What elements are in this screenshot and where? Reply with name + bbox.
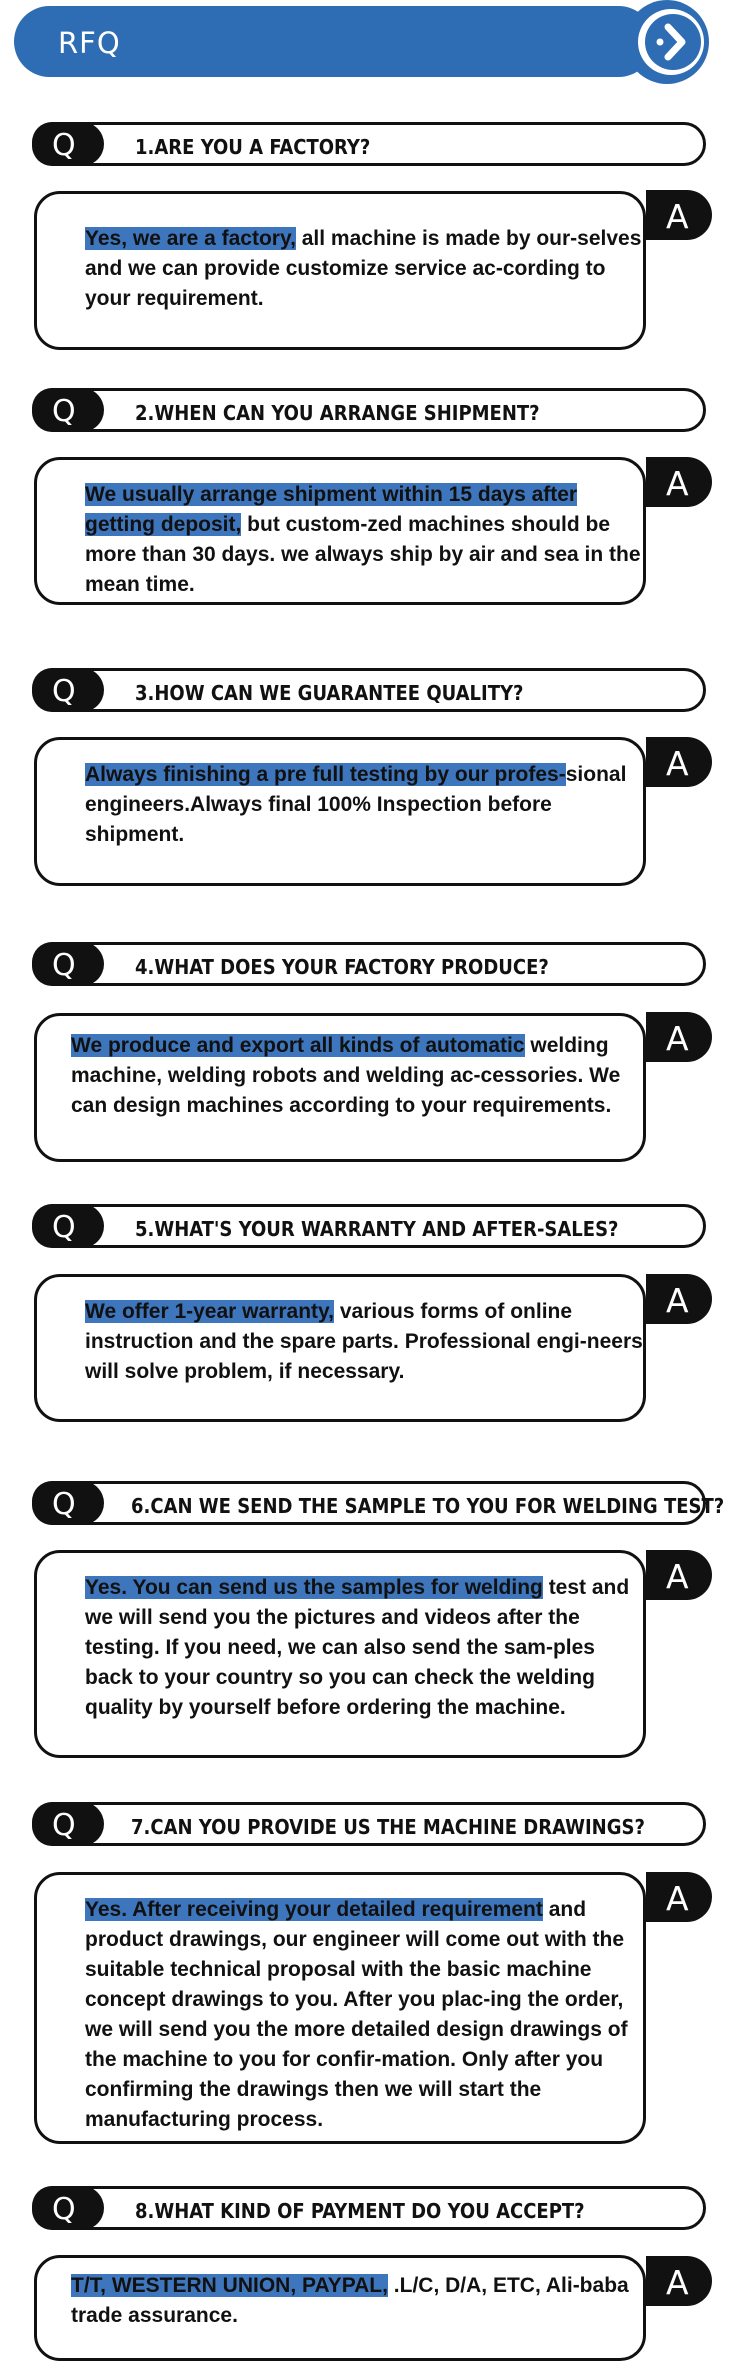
answer-rest: all machine is made by our-selves and we can provide customize service ac-cording to your requirement. [85, 227, 642, 310]
svg-text:Q: Q [52, 1487, 76, 1519]
question-3 [32, 668, 706, 712]
answer-3 [34, 737, 646, 886]
question-text: 8.WHAT KIND OF PAYMENT DO YOU ACCEPT? [135, 2199, 585, 2223]
answer-7 [34, 1872, 646, 2144]
question-1 [32, 122, 706, 166]
answer-rest: .L/C, D/A, ETC, Ali-baba trade assurance. [71, 2274, 629, 2327]
q-badge [32, 2186, 104, 2230]
svg-text:Q: Q [52, 674, 76, 706]
answer-highlight: Yes. After receiving your detailed requirement [85, 1898, 543, 1921]
a-badge [646, 1012, 712, 1062]
svg-text:Q: Q [52, 948, 76, 980]
answer-rest: and product drawings, our engineer will come out with the suitable technical proposal with the basic machine concept drawings to you. After you plac-ing the order, we will send you the more detailed design drawings of the machine to you for confir-mation. Only after you confirming the drawings then we will start the manufacturing process. [85, 1898, 628, 2131]
a-badge [646, 1274, 712, 1324]
a-icon: A [666, 744, 689, 783]
answer-highlight: Always finishing a pre full testing by our profes- [85, 763, 566, 786]
answer-text [71, 1031, 643, 1121]
question-text: 3.HOW CAN WE GUARANTEE QUALITY? [135, 681, 524, 705]
q-badge [32, 122, 104, 166]
q-icon [48, 948, 88, 980]
a-icon: A [666, 1281, 689, 1320]
chevron-right-icon[interactable] [605, 0, 710, 84]
answer-rest: sional engineers.Always final 100% Inspection before shipment. [85, 763, 627, 846]
question-text: 4.WHAT DOES YOUR FACTORY PRODUCE? [135, 955, 549, 979]
svg-text:Q: Q [52, 128, 76, 160]
q-icon [48, 1808, 88, 1840]
a-icon: A [666, 197, 689, 236]
answer-2 [34, 457, 646, 605]
question-5 [32, 1204, 706, 1248]
question-text: 7.CAN YOU PROVIDE US THE MACHINE DRAWINGS? [131, 1815, 645, 1839]
a-icon: A [666, 464, 689, 503]
question-text: 5.WHAT'S YOUR WARRANTY AND AFTER-SALES? [135, 1217, 619, 1241]
answer-rest: test and we will send you the pictures and videos after the testing. If you need, we can also send the sam-ples back to your country so you can check the welding quality by yourself before ordering the machine. [85, 1576, 630, 1719]
answer-text [85, 1297, 645, 1387]
answer-text [85, 1895, 645, 2135]
q-icon [48, 128, 88, 160]
q-badge [32, 1204, 104, 1248]
a-badge [646, 457, 712, 507]
a-icon: A [666, 1879, 689, 1918]
q-badge [32, 942, 104, 986]
q-icon [48, 1487, 88, 1519]
svg-text:Q: Q [52, 1808, 76, 1840]
q-badge [32, 1802, 104, 1846]
answer-rest: welding machine, welding robots and welding ac-cessories. We can design machines according to your requirements. [71, 1034, 621, 1117]
answer-text [85, 224, 645, 314]
answer-highlight: We offer 1-year warranty, [85, 1300, 334, 1323]
answer-6 [34, 1550, 646, 1758]
answer-rest: various forms of online instruction and the spare parts. Professional engi-neers will solve problem, if necessary. [85, 1300, 643, 1383]
q-icon [48, 1210, 88, 1242]
answer-1 [34, 191, 646, 350]
answer-highlight: We usually arrange shipment within 15 days after getting deposit, [85, 483, 578, 536]
question-text: 6.CAN WE SEND THE SAMPLE TO YOU FOR WELDING TEST? [131, 1494, 725, 1518]
question-text: 1.ARE YOU A FACTORY? [135, 135, 371, 159]
answer-highlight: We produce and export all kinds of automatic [71, 1034, 525, 1057]
q-icon [48, 394, 88, 426]
answer-rest: but custom-zed machines should be more than 30 days. we always ship by air and sea in the mean time. [85, 513, 641, 596]
question-4 [32, 942, 706, 986]
question-text: 2.WHEN CAN YOU ARRANGE SHIPMENT? [135, 401, 540, 425]
answer-highlight: Yes, we are a factory, [85, 227, 296, 250]
answer-text [85, 480, 645, 600]
a-badge [646, 2256, 712, 2306]
q-badge [32, 388, 104, 432]
q-icon [48, 2192, 88, 2224]
a-badge [646, 1550, 712, 1600]
q-icon [48, 674, 88, 706]
a-badge [646, 737, 712, 787]
answer-5 [34, 1274, 646, 1422]
svg-text:Q: Q [52, 2192, 76, 2224]
answer-8 [34, 2255, 646, 2361]
q-badge [32, 668, 104, 712]
a-badge [646, 1872, 712, 1922]
question-6 [32, 1481, 725, 1525]
answer-text [85, 760, 645, 850]
rfq-header [14, 6, 654, 77]
a-badge [646, 190, 712, 240]
answer-text [85, 1573, 645, 1723]
q-badge [32, 1481, 104, 1525]
a-icon: A [666, 2263, 689, 2302]
a-icon: A [666, 1019, 689, 1058]
answer-text [71, 2271, 643, 2331]
question-7 [32, 1802, 706, 1846]
svg-text:Q: Q [52, 394, 76, 426]
question-2 [32, 388, 706, 432]
answer-highlight: Yes. You can send us the samples for welding [85, 1576, 543, 1599]
answer-highlight: T/T, WESTERN UNION, PAYPAL, [71, 2274, 388, 2297]
question-8 [32, 2186, 706, 2230]
answer-4 [34, 1013, 646, 1162]
svg-text:Q: Q [52, 1210, 76, 1242]
a-icon: A [666, 1557, 689, 1596]
page-title: RFQ [58, 26, 121, 60]
